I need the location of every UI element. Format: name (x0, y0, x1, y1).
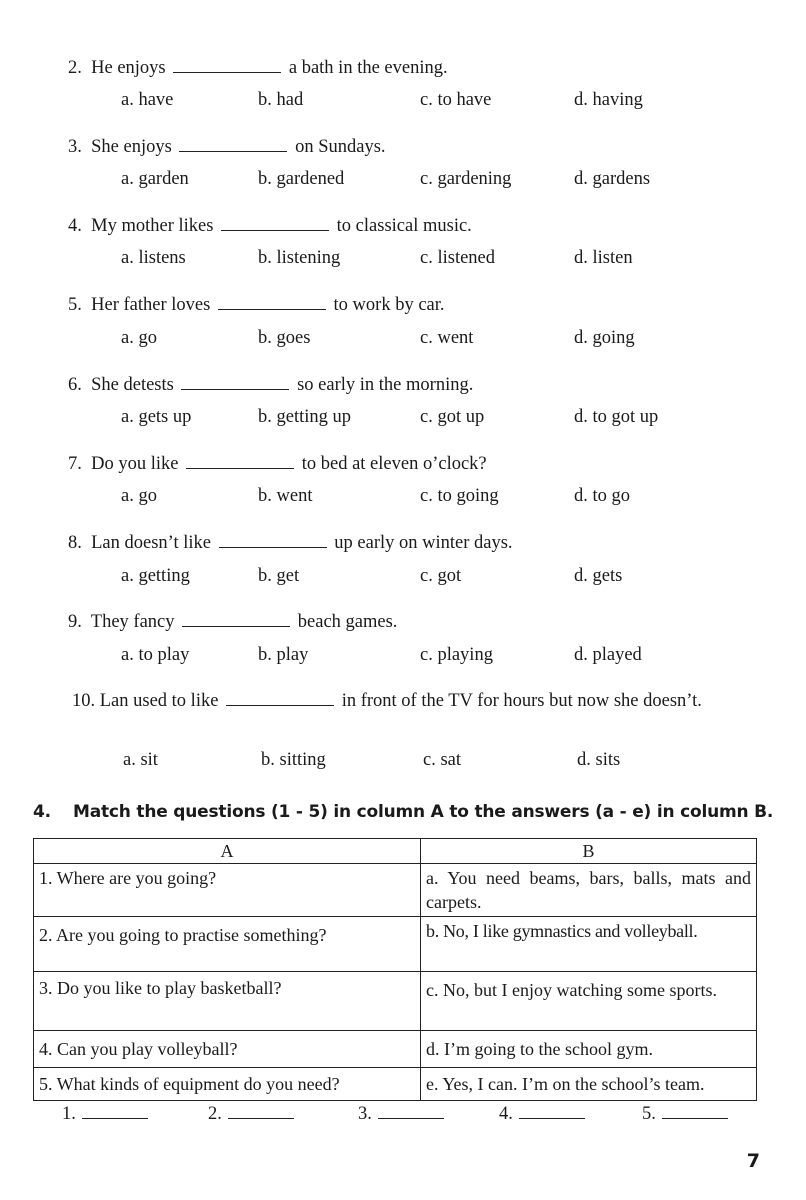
option-a[interactable]: a. listens (121, 248, 186, 268)
option-c[interactable]: c. got up (420, 407, 485, 427)
answer-line[interactable] (228, 1104, 294, 1119)
question-cell: 3. Do you like to play basketball? (34, 972, 421, 1031)
option-a[interactable]: a. have (121, 90, 174, 110)
table-row (34, 1031, 757, 1068)
table-row (34, 972, 757, 1031)
answer-blank[interactable] (181, 374, 289, 390)
answer-blank[interactable] (182, 611, 290, 627)
section-4-heading (33, 802, 773, 822)
option-d[interactable]: d. to go (574, 486, 631, 506)
option-c[interactable]: c. to going (420, 486, 499, 506)
options-8 (0, 566, 806, 592)
option-a[interactable]: a. to play (121, 645, 190, 665)
answer-line[interactable] (662, 1104, 728, 1119)
page-number: 7 (746, 1150, 760, 1172)
question-cell: 5. What kinds of equipment do you need? (34, 1068, 421, 1101)
option-c[interactable]: c. got (420, 566, 462, 586)
answer-slot-1: 1. (62, 1104, 148, 1125)
option-d[interactable]: d. having (574, 90, 643, 110)
option-c[interactable]: c. went (420, 328, 474, 348)
table-header-row (34, 839, 757, 864)
question-9: 9. They fancy beach games. (68, 612, 398, 632)
option-b[interactable]: b. gardened (258, 169, 345, 189)
answer-cell: e. Yes, I can. I’m on the school’s team. (421, 1068, 757, 1101)
answer-cell: b. No, I like gymnastics and volleyball. (421, 917, 757, 972)
answer-cell: d. I’m going to the school gym. (421, 1031, 757, 1068)
options-3 (0, 169, 806, 195)
question-8: 8. Lan doesn’t like up early on winter days. (68, 533, 513, 553)
column-a-header: A (34, 839, 421, 864)
answer-cell: c. No, but I enjoy watching some sports. (421, 972, 757, 1031)
options-7 (0, 486, 806, 512)
question-5: 5. Her father loves to work by car. (68, 295, 445, 315)
question-6: 6. She detests so early in the morning. (68, 375, 474, 395)
option-c[interactable]: c. to have (420, 90, 492, 110)
option-d[interactable]: d. played (574, 645, 642, 665)
option-a[interactable]: a. gets up (121, 407, 192, 427)
option-d[interactable]: d. gets (574, 566, 623, 586)
option-a[interactable]: a. getting (121, 566, 190, 586)
question-cell: 4. Can you play volleyball? (34, 1031, 421, 1068)
answer-line[interactable] (378, 1104, 444, 1119)
option-a[interactable]: a. sit (123, 750, 158, 770)
option-d[interactable]: d. listen (574, 248, 633, 268)
option-d[interactable]: d. going (574, 328, 635, 348)
question-2: 2. He enjoys a bath in the evening. (68, 58, 448, 78)
option-a[interactable]: a. garden (121, 169, 189, 189)
options-10 (0, 750, 806, 776)
options-4 (0, 248, 806, 274)
options-9 (0, 645, 806, 671)
option-b[interactable]: b. get (258, 566, 300, 586)
options-2 (0, 90, 806, 116)
answer-blank[interactable] (179, 136, 287, 152)
answer-line[interactable] (519, 1104, 585, 1119)
option-b[interactable]: b. getting up (258, 407, 352, 427)
table-row (34, 864, 757, 917)
answer-slot-5: 5. (642, 1104, 728, 1125)
section-instruction: Match the questions (1 - 5) in column A to the answers (a - e) in column B. (73, 802, 774, 822)
option-b[interactable]: b. sitting (261, 750, 326, 770)
option-d[interactable]: d. gardens (574, 169, 651, 189)
matching-table (33, 838, 757, 1101)
question-3: 3. She enjoys on Sundays. (68, 137, 386, 157)
option-b[interactable]: b. had (258, 90, 304, 110)
table-row (34, 1068, 757, 1101)
option-c[interactable]: c. listened (420, 248, 496, 268)
question-cell: 2. Are you going to practise something? (34, 917, 421, 972)
table-row (34, 917, 757, 972)
answer-blank[interactable] (218, 294, 326, 310)
question-7: 7. Do you like to bed at eleven o’clock? (68, 454, 487, 474)
option-c[interactable]: c. gardening (420, 169, 512, 189)
column-b-header: B (421, 839, 757, 864)
answer-slot-4: 4. (499, 1104, 585, 1125)
question-10: 10. Lan used to like in front of the TV for hours but now she doesn’t. (72, 691, 702, 711)
option-b[interactable]: b. play (258, 645, 309, 665)
answer-blank[interactable] (221, 215, 329, 231)
answer-blank[interactable] (226, 690, 334, 706)
answer-blank[interactable] (173, 57, 281, 73)
option-a[interactable]: a. go (121, 486, 157, 506)
options-5 (0, 328, 806, 354)
option-b[interactable]: b. goes (258, 328, 311, 348)
answer-blank[interactable] (219, 532, 327, 548)
question-4: 4. My mother likes to classical music. (68, 216, 472, 236)
option-c[interactable]: c. playing (420, 645, 493, 665)
option-d[interactable]: d. to got up (574, 407, 659, 427)
option-c[interactable]: c. sat (423, 750, 462, 770)
options-6 (0, 407, 806, 433)
section-number: 4. (33, 802, 51, 822)
answer-slot-3: 3. (358, 1104, 444, 1125)
option-b[interactable]: b. went (258, 486, 313, 506)
question-cell: 1. Where are you going? (34, 864, 421, 917)
answer-line[interactable] (82, 1104, 148, 1119)
option-d[interactable]: d. sits (577, 750, 621, 770)
answer-blank[interactable] (186, 453, 294, 469)
answer-slot-2: 2. (208, 1104, 294, 1125)
answer-cell: a. You need beams, bars, balls, mats and carpets. (421, 864, 757, 917)
option-a[interactable]: a. go (121, 328, 157, 348)
option-b[interactable]: b. listening (258, 248, 341, 268)
